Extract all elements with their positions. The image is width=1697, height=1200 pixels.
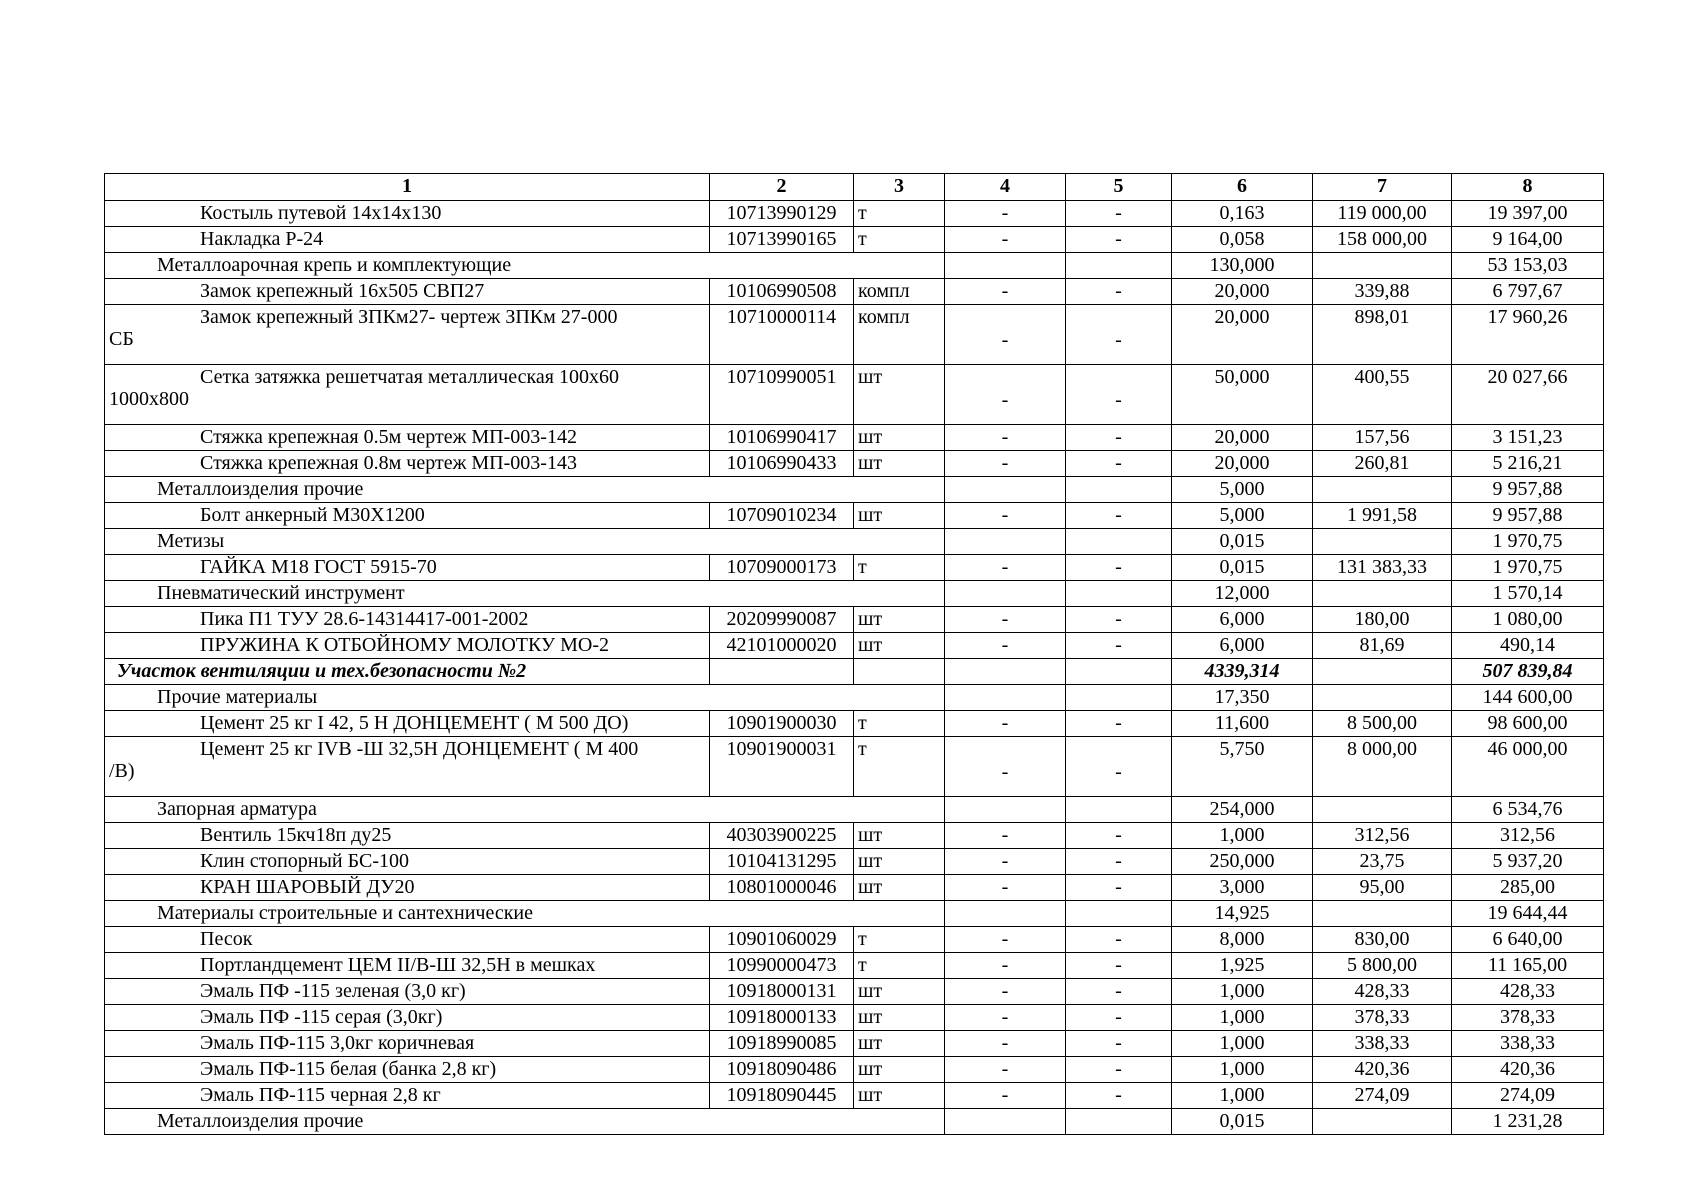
group-row [105,901,1604,927]
sum-cell: 98 600,00 [1452,711,1604,737]
sum-cell: 428,33 [1452,979,1604,1005]
price-cell: 180,00 [1313,607,1452,633]
item-name: Эмаль ПФ -115 зеленая (3,0 кг) [105,979,710,1005]
code-cell: 10104131295 [710,849,854,875]
unit-cell: т [854,555,945,581]
empty-cell [1066,901,1172,927]
table-row [105,711,1604,737]
col4-cell: - [945,633,1066,659]
group-row [105,581,1604,607]
empty-cell [1066,581,1172,607]
qty-cell: 0,163 [1172,201,1313,227]
group-row [105,477,1604,503]
unit-cell: шт [854,1005,945,1031]
col4-cell: - [945,425,1066,451]
sum-cell: 6 534,76 [1452,797,1604,823]
group-name: Материалы строительные и сантехнические [105,901,945,927]
empty-cell [1066,1109,1172,1135]
code-cell: 10106990417 [710,425,854,451]
col4-cell: - [945,953,1066,979]
sum-cell: 5 937,20 [1452,849,1604,875]
sum-cell: 490,14 [1452,633,1604,659]
table-row [105,227,1604,253]
item-name-line1: Сетка затяжка решетчатая металлическая 100х60 [200,366,619,388]
table-body [105,201,1604,1135]
code-cell: 10709010234 [710,503,854,529]
col5-cell: - [1066,711,1172,737]
sum-cell: 17 960,26 [1452,305,1604,365]
col5-cell: - [1066,607,1172,633]
unit-cell: шт [854,1083,945,1109]
table-row [105,927,1604,953]
empty-cell [1066,685,1172,711]
empty-cell [1313,901,1452,927]
price-cell: 158 000,00 [1313,227,1452,253]
unit-cell: компл [854,305,945,365]
price-cell: 428,33 [1313,979,1452,1005]
price-cell: 8 500,00 [1313,711,1452,737]
price-cell: 400,55 [1313,365,1452,425]
table-row [105,503,1604,529]
group-row [105,685,1604,711]
group-row [105,797,1604,823]
code-cell: 10918000131 [710,979,854,1005]
unit-cell: шт [854,633,945,659]
group-name: Метизы [105,529,945,555]
section-row [105,659,1604,685]
sum-cell: 9 164,00 [1452,227,1604,253]
code-cell: 10901900031 [710,737,854,797]
code-cell: 40303900225 [710,823,854,849]
table-row [105,1031,1604,1057]
empty-cell [1313,253,1452,279]
empty-cell [710,659,854,685]
qty-cell: 5,000 [1172,477,1313,503]
qty-cell: 0,015 [1172,529,1313,555]
price-cell: 378,33 [1313,1005,1452,1031]
sum-cell: 3 151,23 [1452,425,1604,451]
col4-cell: - [945,1083,1066,1109]
price-cell: 23,75 [1313,849,1452,875]
column-header: 4 [945,174,1066,201]
unit-cell: шт [854,425,945,451]
qty-cell: 1,925 [1172,953,1313,979]
item-name: Болт анкерный М30Х1200 [105,503,710,529]
qty-cell: 1,000 [1172,1057,1313,1083]
col4-cell: - [945,305,1066,365]
code-cell: 10710990051 [710,365,854,425]
item-name-line2: 1000х800 [109,388,189,410]
col4-cell: - [945,823,1066,849]
col4-cell: - [945,849,1066,875]
col4-cell: - [945,875,1066,901]
item-name: Стяжка крепежная 0.8м чертеж МП-003-143 [105,451,710,477]
qty-cell: 1,000 [1172,1083,1313,1109]
code-cell: 42101000020 [710,633,854,659]
item-name: Эмаль ПФ -115 серая (3,0кг) [105,1005,710,1031]
item-name: Эмаль ПФ-115 черная 2,8 кг [105,1083,710,1109]
col5-cell: - [1066,823,1172,849]
item-name [105,365,710,425]
unit-cell: т [854,953,945,979]
unit-cell: т [854,927,945,953]
col5-cell: - [1066,875,1172,901]
group-row [105,1109,1604,1135]
code-cell: 10710000114 [710,305,854,365]
price-cell: 830,00 [1313,927,1452,953]
column-header: 2 [710,174,854,201]
col5-cell: - [1066,201,1172,227]
qty-cell: 4339,314 [1172,659,1313,685]
price-cell: 131 383,33 [1313,555,1452,581]
col5-cell: - [1066,451,1172,477]
col5-cell: - [1066,927,1172,953]
code-cell: 10713990129 [710,201,854,227]
price-cell: 1 991,58 [1313,503,1452,529]
sum-cell: 9 957,88 [1452,503,1604,529]
unit-cell: шт [854,1031,945,1057]
item-name: Цемент 25 кг I 42, 5 Н ДОНЦЕМЕНТ ( М 500 ДО) [105,711,710,737]
col5-cell: - [1066,425,1172,451]
code-cell: 10918990085 [710,1031,854,1057]
code-cell: 10901900030 [710,711,854,737]
column-header: 8 [1452,174,1604,201]
qty-cell: 20,000 [1172,425,1313,451]
table-row [105,979,1604,1005]
price-cell: 95,00 [1313,875,1452,901]
qty-cell: 12,000 [1172,581,1313,607]
sum-cell: 507 839,84 [1452,659,1604,685]
sum-cell: 19 397,00 [1452,201,1604,227]
empty-cell [945,797,1066,823]
code-cell: 10709000173 [710,555,854,581]
code-cell: 10801000046 [710,875,854,901]
col4-cell: - [945,451,1066,477]
empty-cell [1066,797,1172,823]
qty-cell: 17,350 [1172,685,1313,711]
unit-cell: т [854,201,945,227]
col4-cell: - [945,607,1066,633]
col4-cell: - [945,1057,1066,1083]
sum-cell: 1 570,14 [1452,581,1604,607]
sum-cell: 1 970,75 [1452,555,1604,581]
group-name: Запорная арматура [105,797,945,823]
item-name: Замок крепежный 16х505 СВП27 [105,279,710,305]
column-header: 5 [1066,174,1172,201]
qty-cell: 20,000 [1172,451,1313,477]
column-header: 6 [1172,174,1313,201]
empty-cell [1313,797,1452,823]
group-row [105,529,1604,555]
empty-cell [945,1109,1066,1135]
table-row [105,1057,1604,1083]
table-row [105,1005,1604,1031]
code-cell: 10106990433 [710,451,854,477]
column-number-row [105,174,1604,201]
qty-cell: 5,750 [1172,737,1313,797]
empty-cell [945,529,1066,555]
qty-cell: 1,000 [1172,1005,1313,1031]
code-cell: 20209990087 [710,607,854,633]
empty-cell [945,659,1066,685]
qty-cell: 250,000 [1172,849,1313,875]
unit-cell: шт [854,607,945,633]
col4-cell: - [945,365,1066,425]
unit-cell: шт [854,979,945,1005]
sum-cell: 46 000,00 [1452,737,1604,797]
sum-cell: 312,56 [1452,823,1604,849]
sum-cell: 420,36 [1452,1057,1604,1083]
item-name: Песок [105,927,710,953]
table-row [105,279,1604,305]
col5-cell: - [1066,1083,1172,1109]
col4-cell: - [945,1005,1066,1031]
col4-cell: - [945,227,1066,253]
unit-cell: компл [854,279,945,305]
col5-cell: - [1066,979,1172,1005]
empty-cell [1313,529,1452,555]
empty-cell [1313,659,1452,685]
code-cell: 10901060029 [710,927,854,953]
item-name: Костыль путевой 14х14х130 [105,201,710,227]
unit-cell: т [854,737,945,797]
qty-cell: 6,000 [1172,633,1313,659]
group-name: Прочие материалы [105,685,945,711]
unit-cell: шт [854,1057,945,1083]
empty-cell [945,685,1066,711]
sum-cell: 144 600,00 [1452,685,1604,711]
price-cell: 157,56 [1313,425,1452,451]
empty-cell [1313,685,1452,711]
column-header: 3 [854,174,945,201]
qty-cell: 0,015 [1172,555,1313,581]
table-row [105,451,1604,477]
table-row [105,633,1604,659]
price-cell: 338,33 [1313,1031,1452,1057]
col4-cell: - [945,555,1066,581]
col5-cell: - [1066,279,1172,305]
item-name [105,305,710,365]
table-row [105,425,1604,451]
sum-cell: 1 970,75 [1452,529,1604,555]
group-row [105,253,1604,279]
empty-cell [945,581,1066,607]
qty-cell: 50,000 [1172,365,1313,425]
col5-cell: - [1066,953,1172,979]
qty-cell: 3,000 [1172,875,1313,901]
empty-cell [945,477,1066,503]
sum-cell: 20 027,66 [1452,365,1604,425]
table-row [105,875,1604,901]
code-cell: 10918000133 [710,1005,854,1031]
code-cell: 10918090486 [710,1057,854,1083]
group-name: Пневматический инструмент [105,581,945,607]
col5-cell: - [1066,365,1172,425]
item-name-line2: СБ [109,328,134,350]
empty-cell [1066,659,1172,685]
sum-cell: 11 165,00 [1452,953,1604,979]
item-name: Портландцемент ЦЕМ II/В-Ш 32,5Н в мешках [105,953,710,979]
col5-cell: - [1066,555,1172,581]
sum-cell: 6 797,67 [1452,279,1604,305]
item-name: Вентиль 15кч18п ду25 [105,823,710,849]
qty-cell: 8,000 [1172,927,1313,953]
col4-cell: - [945,711,1066,737]
col4-cell: - [945,927,1066,953]
group-name: Металлоизделия прочие [105,477,945,503]
col5-cell: - [1066,737,1172,797]
sum-cell: 9 957,88 [1452,477,1604,503]
table-row [105,555,1604,581]
col4-cell: - [945,279,1066,305]
empty-cell [945,253,1066,279]
price-cell: 81,69 [1313,633,1452,659]
empty-cell [1066,529,1172,555]
sum-cell: 6 640,00 [1452,927,1604,953]
section-name: Участок вентиляции и тех.безопасности №2 [105,659,710,685]
sum-cell: 19 644,44 [1452,901,1604,927]
sum-cell: 378,33 [1452,1005,1604,1031]
qty-cell: 1,000 [1172,979,1313,1005]
item-name-line2: /В) [109,760,135,782]
col5-cell: - [1066,227,1172,253]
price-cell: 312,56 [1313,823,1452,849]
col4-cell: - [945,979,1066,1005]
sum-cell: 5 216,21 [1452,451,1604,477]
item-name: Стяжка крепежная 0.5м чертеж МП-003-142 [105,425,710,451]
qty-cell: 5,000 [1172,503,1313,529]
unit-cell: шт [854,503,945,529]
sum-cell: 1 080,00 [1452,607,1604,633]
price-cell: 119 000,00 [1313,201,1452,227]
sum-cell: 285,00 [1452,875,1604,901]
empty-cell [1313,477,1452,503]
empty-cell [1313,1109,1452,1135]
table-row [105,849,1604,875]
item-name [105,737,710,797]
empty-cell [1313,581,1452,607]
item-name: Накладка Р-24 [105,227,710,253]
code-cell: 10713990165 [710,227,854,253]
column-header: 1 [105,174,710,201]
table-row [105,201,1604,227]
col5-cell: - [1066,503,1172,529]
item-name: ГАЙКА М18 ГОСТ 5915-70 [105,555,710,581]
item-name-line1: Цемент 25 кг IVB -Ш 32,5Н ДОНЦЕМЕНТ ( М 400 [200,738,639,760]
qty-cell: 1,000 [1172,823,1313,849]
item-name: Клин стопорный БС-100 [105,849,710,875]
table-row [105,953,1604,979]
col4-cell: - [945,503,1066,529]
sum-cell: 53 153,03 [1452,253,1604,279]
unit-cell: шт [854,365,945,425]
qty-cell: 0,058 [1172,227,1313,253]
price-cell: 339,88 [1313,279,1452,305]
qty-cell: 254,000 [1172,797,1313,823]
code-cell: 10918090445 [710,1083,854,1109]
empty-cell [1066,253,1172,279]
qty-cell: 11,600 [1172,711,1313,737]
unit-cell: шт [854,875,945,901]
col4-cell: - [945,1031,1066,1057]
sum-cell: 1 231,28 [1452,1109,1604,1135]
group-name: Металлоарочная крепь и комплектующие [105,253,945,279]
col5-cell: - [1066,1031,1172,1057]
column-header: 7 [1313,174,1452,201]
table-row [105,737,1604,797]
col5-cell: - [1066,849,1172,875]
qty-cell: 20,000 [1172,279,1313,305]
price-cell: 5 800,00 [1313,953,1452,979]
item-name: Эмаль ПФ-115 белая (банка 2,8 кг) [105,1057,710,1083]
item-name: Эмаль ПФ-115 3,0кг коричневая [105,1031,710,1057]
item-name: Пика П1 ТУУ 28.6-14314417-001-2002 [105,607,710,633]
qty-cell: 6,000 [1172,607,1313,633]
item-name: КРАН ШАРОВЫЙ ДУ20 [105,875,710,901]
qty-cell: 130,000 [1172,253,1313,279]
unit-cell: шт [854,823,945,849]
empty-cell [1066,477,1172,503]
code-cell: 10990000473 [710,953,854,979]
table-row [105,365,1604,425]
unit-cell: т [854,227,945,253]
qty-cell: 0,015 [1172,1109,1313,1135]
price-cell: 260,81 [1313,451,1452,477]
unit-cell: т [854,711,945,737]
col5-cell: - [1066,1005,1172,1031]
unit-cell: шт [854,451,945,477]
price-cell: 420,36 [1313,1057,1452,1083]
sum-cell: 274,09 [1452,1083,1604,1109]
table-row [105,1083,1604,1109]
price-cell: 274,09 [1313,1083,1452,1109]
price-cell: 898,01 [1313,305,1452,365]
qty-cell: 14,925 [1172,901,1313,927]
table-row [105,305,1604,365]
col4-cell: - [945,737,1066,797]
materials-table [104,173,1604,1135]
group-name: Металлоизделия прочие [105,1109,945,1135]
table-row [105,607,1604,633]
empty-cell [854,659,945,685]
col5-cell: - [1066,305,1172,365]
col4-cell: - [945,201,1066,227]
price-cell: 8 000,00 [1313,737,1452,797]
code-cell: 10106990508 [710,279,854,305]
col5-cell: - [1066,1057,1172,1083]
unit-cell: шт [854,849,945,875]
qty-cell: 1,000 [1172,1031,1313,1057]
col5-cell: - [1066,633,1172,659]
qty-cell: 20,000 [1172,305,1313,365]
item-name-line1: Замок крепежный ЗПКм27- чертеж ЗПКм 27-000 [200,306,618,328]
item-name: ПРУЖИНА К ОТБОЙНОМУ МОЛОТКУ МО-2 [105,633,710,659]
sum-cell: 338,33 [1452,1031,1604,1057]
table-row [105,823,1604,849]
empty-cell [945,901,1066,927]
